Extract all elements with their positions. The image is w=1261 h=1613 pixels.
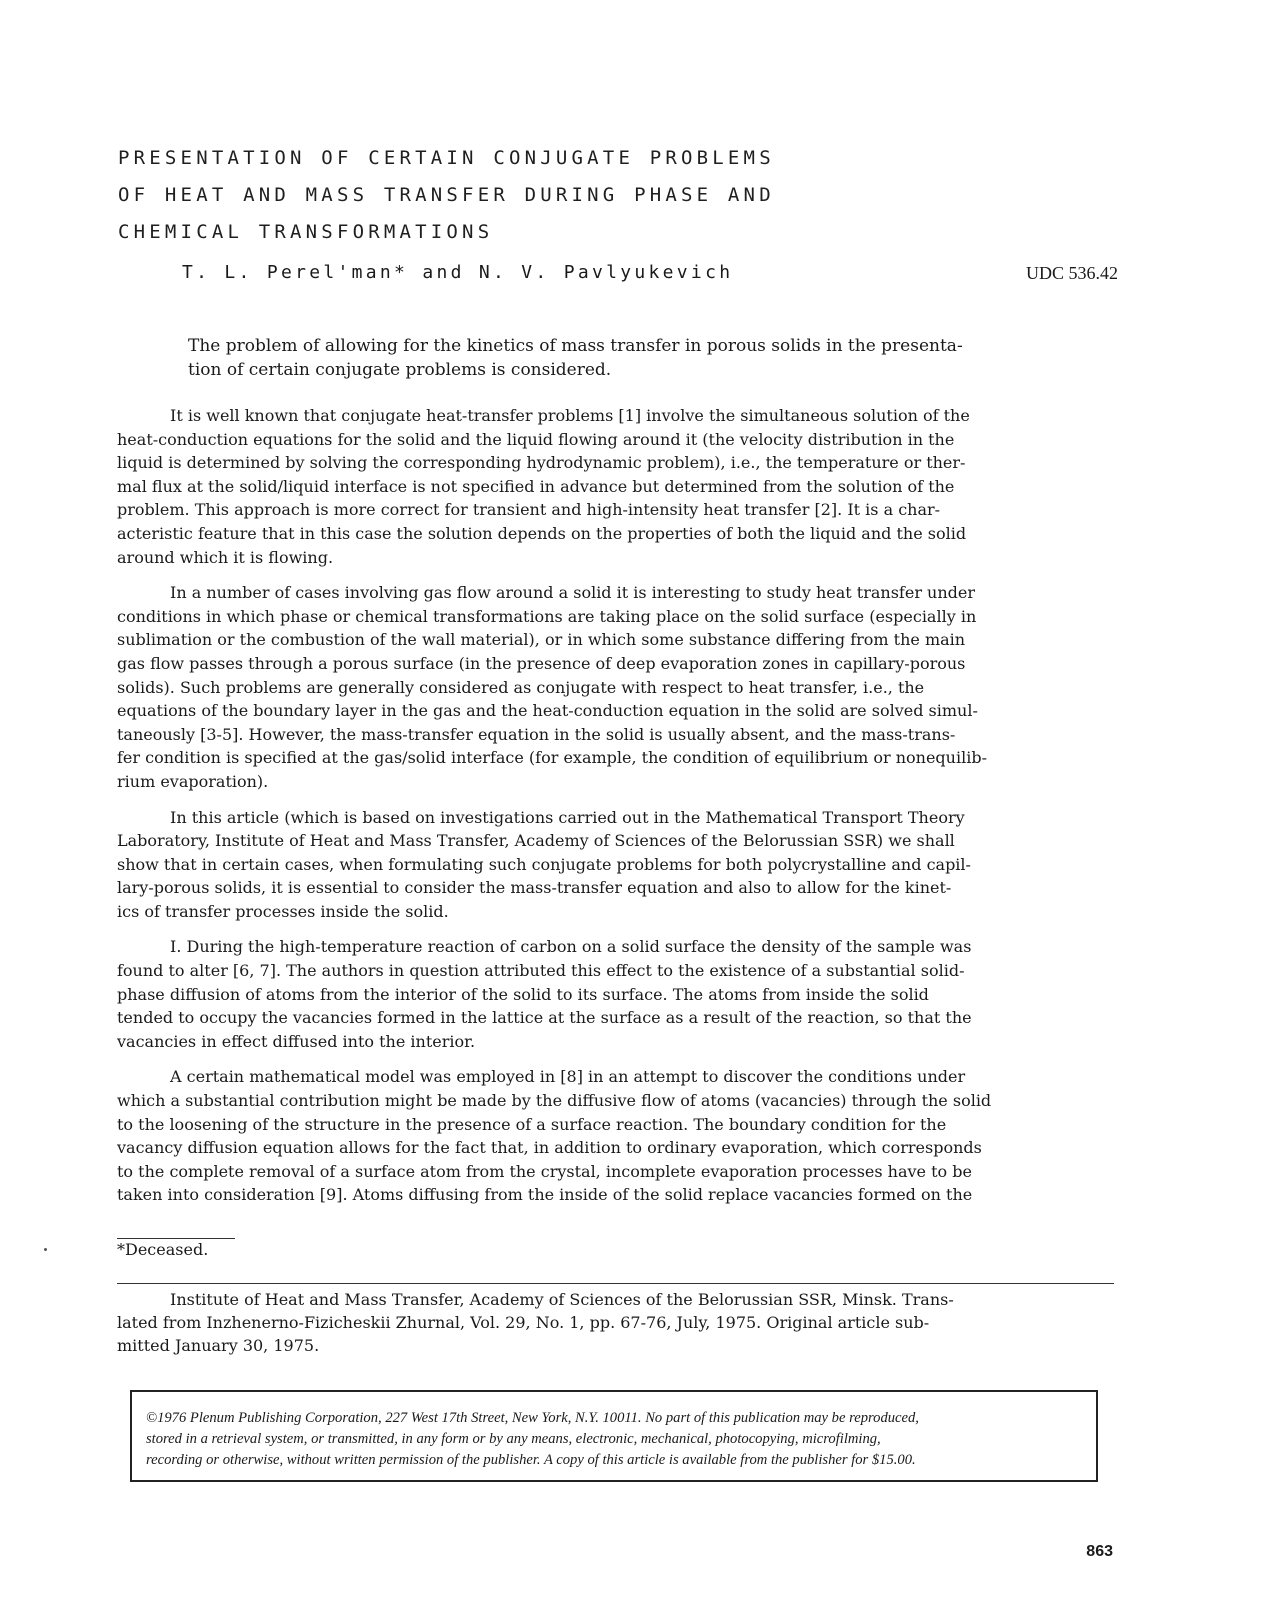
body-line: In this article (which is based on investigations carried out in the Mathematical Transport Theory (170, 807, 965, 827)
body-line: ics of transfer processes inside the solid. (117, 901, 449, 921)
body-line: vacancies in effect diffused into the interior. (117, 1031, 476, 1051)
abstract (188, 334, 1068, 382)
title-line: PRESENTATION OF CERTAIN CONJUGATE PROBLEMS (118, 147, 775, 169)
body-line: which a substantial contribution might be made by the diffusive flow of atoms (vacancies) through the solid (117, 1091, 992, 1111)
body-line: vacancy diffusion equation allows for the fact that, in addition to ordinary evaporation, which corresponds (117, 1138, 982, 1158)
page-number: 863 (1086, 1543, 1113, 1560)
paragraph-2 (117, 581, 1127, 793)
body-line: taneously [3-5]. However, the mass-transfer equation in the solid is usually absent, and the mass-trans- (117, 724, 956, 744)
body-line: In a number of cases involving gas flow around a solid it is interesting to study heat transfer under (170, 583, 976, 603)
body-line: show that in certain cases, when formulating such conjugate problems for both polycrystalline and capil- (117, 854, 971, 874)
body-line: gas flow passes through a porous surface (in the presence of deep evaporation zones in capillary-porous (117, 653, 966, 673)
scan-speck (44, 1248, 47, 1251)
paragraph-4 (117, 935, 1127, 1053)
affiliation-rule (117, 1283, 1114, 1284)
body-line: solids). Such problems are generally considered as conjugate with respect to heat transfer, i.e., the (117, 677, 925, 697)
body-line: to the loosening of the structure in the presence of a surface reaction. The boundary condition for the (117, 1114, 947, 1134)
title-line: CHEMICAL TRANSFORMATIONS (118, 221, 494, 243)
copyright-line: recording or otherwise, without written permission of the publisher. A copy of this article is available from the publisher for $15.00. (146, 1452, 916, 1468)
body-line: liquid is determined by solving the corresponding hydrodynamic problem), i.e., the temperature or ther- (117, 453, 966, 473)
footnote-rule (117, 1238, 235, 1239)
body-line: tended to occupy the vacancies formed in the lattice at the surface as a result of the reaction, so that the (117, 1008, 972, 1028)
author-line: T. L. Perel'man* and N. V. Pavlyukevich (182, 262, 734, 283)
body-line: taken into consideration [9]. Atoms diffusing from the inside of the solid replace vacancies formed on the (117, 1185, 973, 1205)
body-line: A certain mathematical model was employed in [8] in an attempt to discover the conditions under (170, 1067, 966, 1087)
title-line: OF HEAT AND MASS TRANSFER DURING PHASE AND (118, 184, 775, 206)
body-line: around which it is flowing. (117, 547, 334, 567)
body-line: mal flux at the solid/liquid interface is not specified in advance but determined from the solution of the (117, 476, 955, 496)
copyright-line: ©1976 Plenum Publishing Corporation, 227 West 17th Street, New York, N.Y. 10011. No part of this publication may be reproduced, (146, 1410, 919, 1426)
copyright-line: stored in a retrieval system, or transmitted, in any form or by any means, electronic, mechanical, photocopying, microfilming, (146, 1431, 881, 1447)
abstract-line: The problem of allowing for the kinetics of mass transfer in porous solids in the presenta- (188, 336, 963, 356)
affiliation-line: Institute of Heat and Mass Transfer, Academy of Sciences of the Belorussian SSR, Minsk. Trans- (170, 1290, 954, 1309)
abstract-line: tion of certain conjugate problems is considered. (188, 360, 612, 380)
body-line: conditions in which phase or chemical transformations are taking place on the solid surface (especially in (117, 606, 977, 626)
body-line: equations of the boundary layer in the gas and the heat-conduction equation in the solid are solved simul- (117, 701, 978, 721)
body-line: found to alter [6, 7]. The authors in question attributed this effect to the existence of a substantial solid- (117, 961, 965, 981)
affiliation-line: lated from Inzhenerno-Fizicheskii Zhurnal, Vol. 29, No. 1, pp. 67-76, July, 1975. Original article sub- (117, 1313, 930, 1332)
body-line: sublimation or the combustion of the wall material), or in which some substance differing from the main (117, 630, 966, 650)
body-line: Laboratory, Institute of Heat and Mass Transfer, Academy of Sciences of the Belorussian SSR) we shall (117, 831, 955, 851)
body-line: I. During the high-temperature reaction of carbon on a solid surface the density of the sample was (170, 937, 972, 957)
body-line: It is well known that conjugate heat-transfer problems [1] involve the simultaneous solution of the (170, 406, 970, 425)
body-line: lary-porous solids, it is essential to consider the mass-transfer equation and also to allow for the kinet- (117, 878, 952, 898)
body-line: phase diffusion of atoms from the interior of the solid to its surface. The atoms from inside the solid (117, 984, 929, 1004)
footnote: *Deceased. (117, 1240, 209, 1259)
body-line: acteristic feature that in this case the solution depends on the properties of both the liquid and the solid (117, 523, 967, 543)
body-line: heat-conduction equations for the solid and the liquid flowing around it (the velocity distribution in the (117, 429, 955, 449)
udc-code: UDC 536.42 (1025, 263, 1118, 283)
article-title (118, 140, 1018, 251)
body-line: fer condition is specified at the gas/solid interface (for example, the condition of equilibrium or nonequilib- (117, 748, 987, 768)
paragraph-1 (117, 404, 1127, 569)
body-line: problem. This approach is more correct for transient and high-intensity heat transfer [2]. It is a char- (117, 500, 941, 520)
affiliation-note (117, 1288, 1117, 1357)
paragraph-3 (117, 806, 1127, 924)
affiliation-line: mitted January 30, 1975. (117, 1336, 320, 1355)
body-line: rium evaporation). (117, 771, 269, 791)
article-body (117, 404, 1127, 1219)
copyright-notice (146, 1408, 1086, 1471)
body-line: to the complete removal of a surface atom from the crystal, incomplete evaporation processes have to be (117, 1161, 972, 1181)
paragraph-5 (117, 1065, 1127, 1207)
